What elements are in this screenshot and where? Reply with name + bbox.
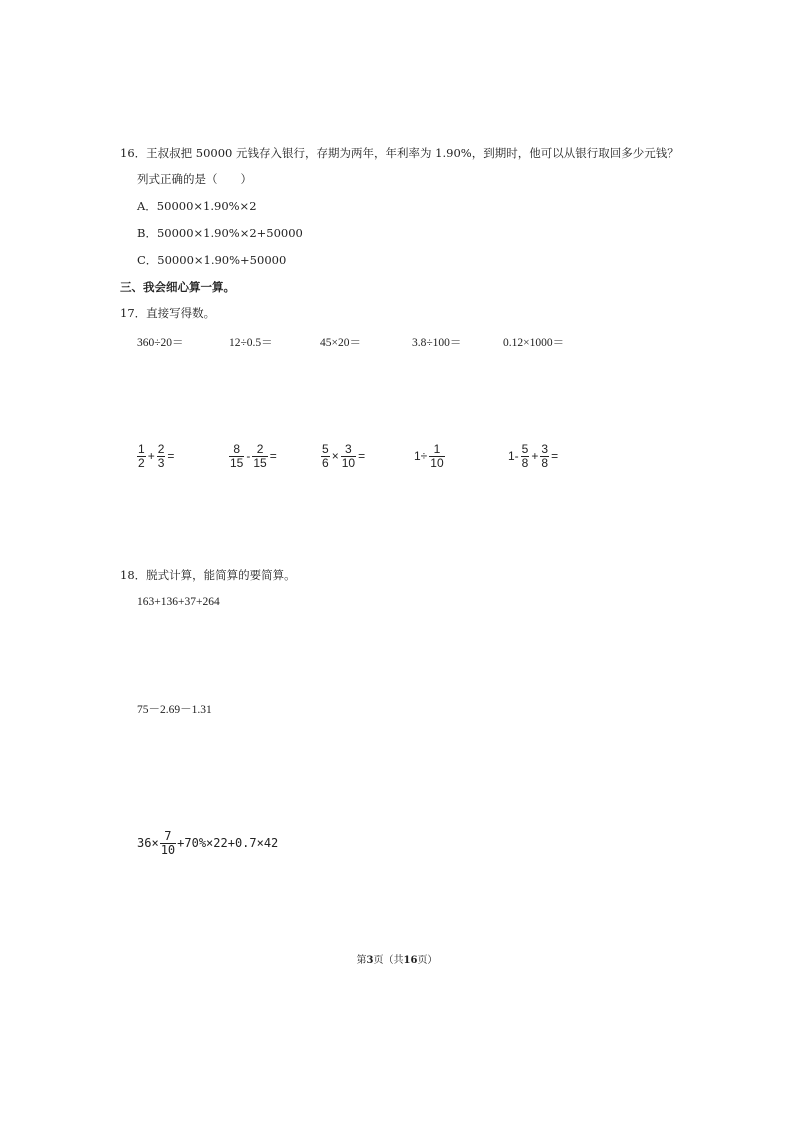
q16-option-b: B．50000×1.90%×2+50000 xyxy=(137,226,303,240)
expr-suffix: +70%×22+0.7×42 xyxy=(177,836,279,851)
operator: + xyxy=(147,449,155,464)
prefix: 1÷ xyxy=(414,449,428,464)
numerator: 2 xyxy=(157,442,165,456)
denominator: 8 xyxy=(541,455,549,470)
denominator: 10 xyxy=(430,455,444,470)
denominator: 2 xyxy=(138,455,145,470)
section-3-title: 三、我会细心算一算。 xyxy=(120,280,235,294)
q18-expr-1: 163+136+37+264 xyxy=(137,596,220,608)
fraction xyxy=(137,443,146,469)
numerator: 3 xyxy=(345,442,352,456)
operator: + xyxy=(531,449,539,464)
fraction xyxy=(160,830,176,856)
expr-prefix: 36× xyxy=(137,836,159,851)
q17-item-1: 360÷20＝ xyxy=(137,337,184,349)
equals: = xyxy=(551,449,559,464)
footer-mid: 页（共 xyxy=(373,955,404,966)
q17-item-4: 3.8÷100＝ xyxy=(412,337,462,349)
operator: - xyxy=(246,449,251,464)
fraction xyxy=(157,443,166,469)
fraction xyxy=(252,443,267,469)
q18-expr-2: 75－2.69－1.31 xyxy=(137,704,212,716)
fraction xyxy=(229,443,244,469)
q17-fraction-3 xyxy=(320,443,366,469)
q17-fraction-5 xyxy=(507,443,559,469)
equals: = xyxy=(358,449,366,464)
q17-fraction-1 xyxy=(136,443,175,469)
denominator: 3 xyxy=(157,455,165,470)
denominator: 10 xyxy=(160,842,176,857)
prefix: 1- xyxy=(508,449,519,464)
numerator: 5 xyxy=(521,442,529,456)
numerator: 8 xyxy=(233,442,241,456)
fraction xyxy=(521,443,530,469)
numerator: 2 xyxy=(256,442,264,456)
equals: = xyxy=(269,449,277,464)
q16-option-a: A．50000×1.90%×2 xyxy=(137,199,257,213)
numerator: 3 xyxy=(541,442,549,456)
numerator: 1 xyxy=(138,442,145,456)
fraction xyxy=(321,443,330,469)
fraction xyxy=(429,443,444,469)
operator: × xyxy=(331,449,339,464)
q17-fraction-2 xyxy=(228,443,278,469)
equals: = xyxy=(167,449,175,464)
footer-pre: 第 xyxy=(356,955,367,966)
denominator: 10 xyxy=(341,455,356,470)
numerator: 5 xyxy=(322,442,329,456)
q16-sub: 列式正确的是（ ） xyxy=(137,172,252,186)
denominator: 15 xyxy=(253,455,267,470)
footer-post: 页） xyxy=(417,955,438,966)
q16-option-c: C．50000×1.90%+50000 xyxy=(137,253,287,267)
fraction xyxy=(540,443,549,469)
q17-title: 17．直接写得数。 xyxy=(120,306,216,320)
q17-item-3: 45×20＝ xyxy=(320,337,361,349)
q18-title: 18．脱式计算，能简算的要简算。 xyxy=(120,568,296,582)
numerator: 1 xyxy=(433,442,441,456)
fraction xyxy=(341,443,356,469)
footer-total-pages: 16 xyxy=(403,955,418,966)
q16-stem: 16．王叔叔把 50000 元钱存入银行，存期为两年，年利率为 1.90%，到期时，他可以从银行取回多少元钱？ xyxy=(120,146,679,160)
q17-item-2: 12÷0.5＝ xyxy=(229,337,273,349)
denominator: 6 xyxy=(322,455,329,470)
denominator: 8 xyxy=(521,455,529,470)
page-footer xyxy=(0,951,794,966)
numerator: 7 xyxy=(164,829,172,843)
q17-item-5: 0.12×1000＝ xyxy=(503,337,565,349)
q17-fraction-4 xyxy=(413,443,446,469)
footer-page-number: 3 xyxy=(366,955,374,966)
q18-expr-3 xyxy=(137,830,278,856)
denominator: 15 xyxy=(230,455,244,470)
